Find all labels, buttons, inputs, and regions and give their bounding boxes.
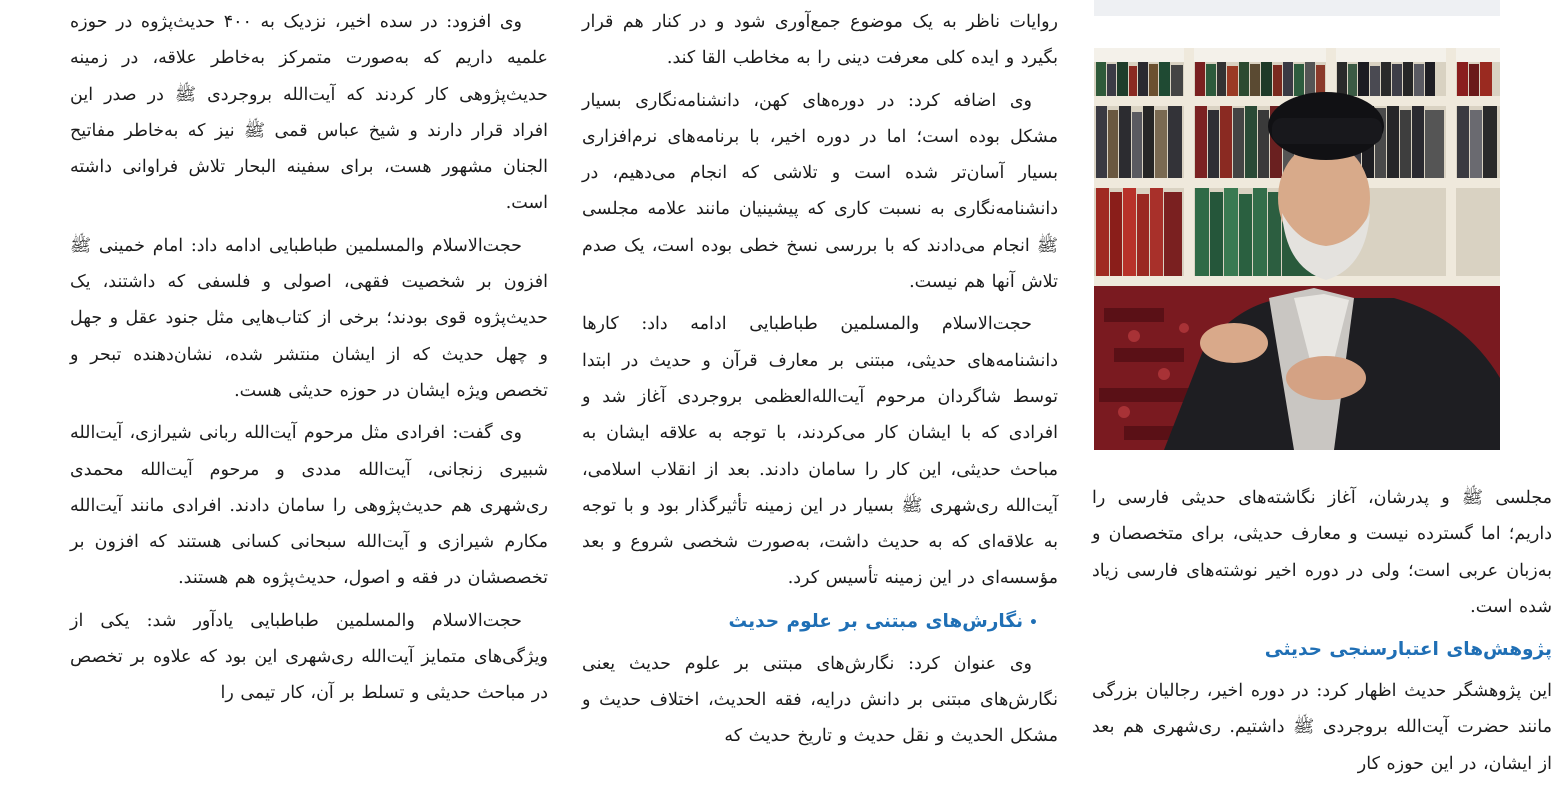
middle-article-column <box>582 4 1058 761</box>
right-article-column <box>1092 480 1552 788</box>
left-article-column <box>70 4 548 718</box>
paragraph: وی عنوان کرد: نگارش‌های مبتنی بر علوم حدیث یعنی نگارش‌های مبتنی بر دانش درایه، فقه الحدیث، اختلاف حدیث و مشکل الحدیث و نقل حدیث و تاریخ حدیث که <box>582 653 1058 747</box>
paragraph: روایات ناظر به یک موضوع جمع‌آوری شود و در کنار هم قرار بگیرد و ایده کلی معرفت دینی را به مخاطب القا کند. <box>582 12 1058 69</box>
cleric-photo-illustration <box>1094 48 1500 450</box>
section-heading-text: نگارش‌های مبتنی بر علوم حدیث <box>728 610 1024 632</box>
paragraph: مجلسی ﷺ و پدرشان، آغاز نگاشته‌های حدیثی فارسی را داریم؛ اما گسترده نیست و معارف حدیثی، برای متخصصان و به‌زبان عربی است؛ ولی در دوره اخیر نوشته‌های فارسی زیاد شده است. <box>1092 488 1552 617</box>
section-heading <box>582 603 1058 642</box>
paragraph: وی افزود: در سده اخیر، نزدیک به ۴۰۰ حدیث‌پژوه در حوزه علمیه داریم که به‌صورت متمرکز به‌خاطر علاقه، در زمینه حدیث‌پژوهی کار کردند که آیت‌الله بروجردی ﷺ در صدر این افراد قرار دارند و شیخ عباس قمی ﷺ نیز که به‌خاطر مفاتیح الجنان مشهور هست، برای سفینه البحار تلاش فراوانی داشته است. <box>70 12 548 214</box>
article-photo <box>1094 48 1500 450</box>
heading-bullet-icon: • <box>1029 614 1038 631</box>
paragraph: حجت‌الاسلام والمسلمین طباطبایی یادآور شد: یکی از ویژگی‌های متمایز آیت‌الله ری‌شهری این بود که علاوه بر تخصص در مباحث حدیثی و تسلط بر آن، کار تیمی را <box>70 610 548 704</box>
top-gray-bar <box>1094 0 1500 16</box>
paragraph: این پژوهشگر حدیث اظهار کرد: در دوره اخیر، رجالیان بزرگی مانند حضرت آیت‌الله بروجردی ﷺ داشتیم. ری‌شهری هم بعد از ایشان، در این حوزه کار <box>1092 681 1552 774</box>
paragraph: وی اضافه کرد: در دوره‌های کهن، دانشنامه‌نگاری بسیار مشکل بوده است؛ اما در دوره اخیر، با برنامه‌های نرم‌افزاری بسیار آسان‌تر شده است و تلاشی که انجام می‌دهیم، در دانشنامه‌نگاری به نسبت کاری که پیشینیان مانند علامه مجلسی ﷺ انجام می‌دادند که با بررسی نسخ خطی بوده است، یک صدم تلاش آنها هم نیست. <box>582 90 1058 293</box>
paragraph: حجت‌الاسلام والمسلمین طباطبایی ادامه داد: کارها دانشنامه‌های حدیثی، مبتنی بر معارف قرآن و حدیث در ابتدا توسط شاگردان مرحوم آیت‌الله‌العظمی بروجردی آغاز شد و افرادی که با ایشان کار می‌کردند، با توجه به علاقه ایشان به مباحث حدیثی، این کار را سامان دادند. بعد از انقلاب اسلامی، آیت‌الله ری‌شهری ﷺ بسیار در این زمینه تأثیرگذار بود و با توجه به علاقه‌ای که به حدیث داشت، به‌صورت شخصی شروع و بعد مؤسسه‌ای در این زمینه تأسیس کرد. <box>582 314 1058 589</box>
paragraph: وی گفت: افرادی مثل مرحوم آیت‌الله ربانی شیرازی، آیت‌الله شبیری زنجانی، آیت‌الله مددی و مرحوم آیت‌الله محمدی ری‌شهری هم حدیث‌پژوهی را سامان دادند. افرادی مانند آیت‌الله مکارم شیرازی و آیت‌الله سبحانی کسانی هستند که افزون بر تخصصشان در فقه و اصول، حدیث‌پژوه هم هستند. <box>70 423 548 589</box>
paragraph: حجت‌الاسلام والمسلمین طباطبایی ادامه داد: امام خمینی ﷺ افزون بر شخصیت فقهی، اصولی و فلسفی که داشتند، یک حدیث‌پژوه قوی بودند؛ برخی از کتاب‌هایی مثل جنود عقل و جهل و چهل حدیث که از ایشان منتشر شده، نشان‌دهنده تبحر و تخصص ویژه ایشان در حوزه حدیثی هست. <box>70 235 548 401</box>
section-heading-text: پژوهش‌های اعتبارسنجی حدیثی <box>1264 639 1552 661</box>
section-heading <box>1092 631 1552 669</box>
